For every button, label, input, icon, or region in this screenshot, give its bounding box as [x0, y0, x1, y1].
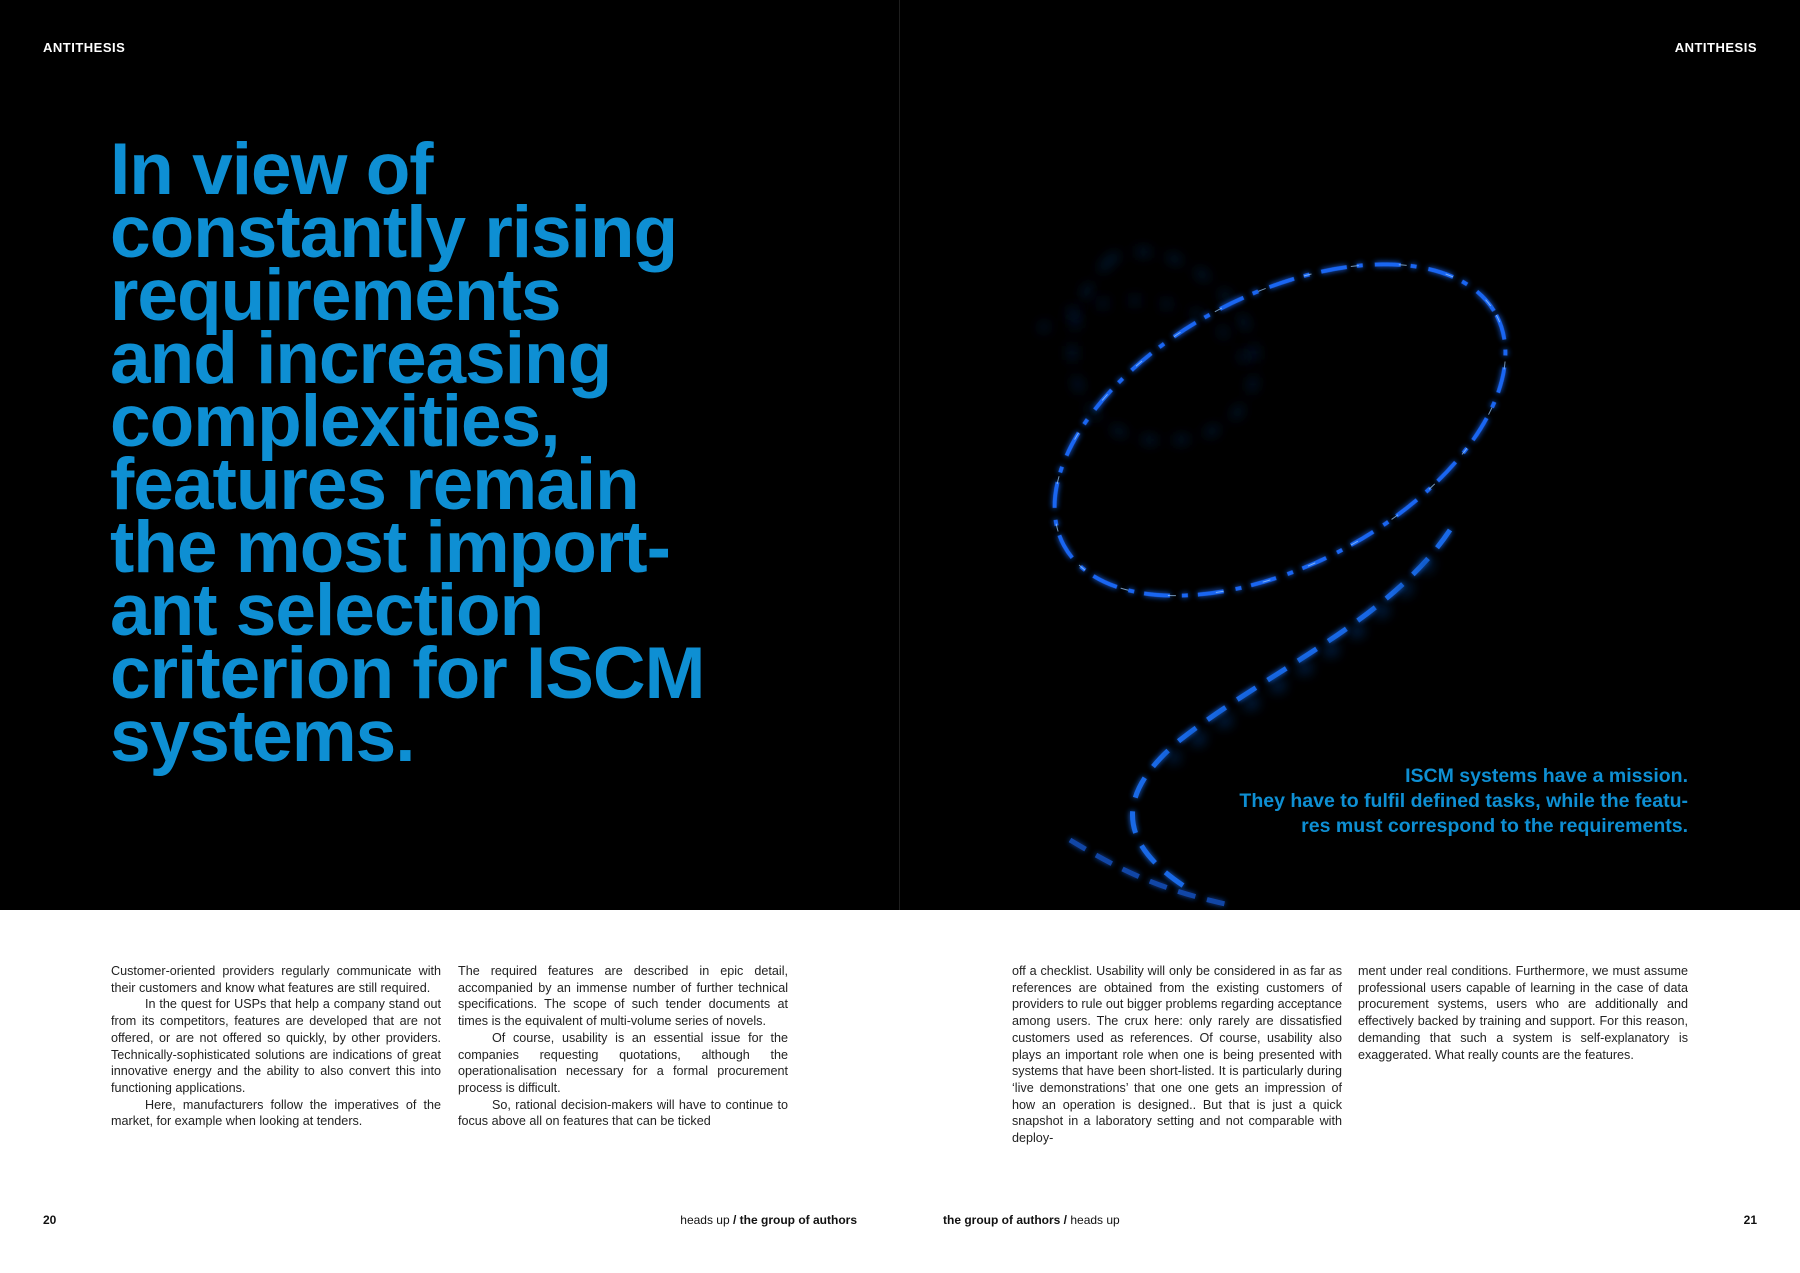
headline-line: features remain — [110, 444, 639, 525]
body-column-4 — [1358, 963, 1688, 1063]
body-column-3 — [1012, 963, 1342, 1147]
page-spine-divider — [899, 0, 900, 910]
page-number-right: 21 — [1743, 1213, 1757, 1227]
paragraph: Here, manufacturers follow the imperatives of the market, for example when looking at tenders. — [111, 1097, 441, 1129]
footer-left — [680, 1213, 857, 1227]
paragraph: The required features are described in epic detail, accompanied by an immense number of further technical specifications. The scope of such tender documents at times is the equivalent of multi-volume series of novels. — [458, 964, 788, 1029]
body-column-1 — [111, 963, 441, 1130]
headline-line: and increasing — [110, 318, 612, 399]
section-label-right: ANTITHESIS — [1674, 40, 1757, 55]
headline-line: constantly rising — [110, 192, 678, 273]
headline — [110, 129, 800, 777]
headline-line: criterion for ISCM — [110, 633, 705, 714]
photo-caption — [1088, 764, 1688, 839]
paragraph: off a checklist. Usability will only be considered in as far as references are obtained from the existing customers of providers to rule out bigger problems regarding acceptance among users. The crux here: only rarely are dissatisfied customers used as references. Of course, usability also plays an important role when one is being presented with systems that have been short-listed. It is particularly during ‘live demonstrations’ that one one gets an impression of how an operation is designed.. But that is just a quick snapshot in a laboratory setting and not comparable with deploy- — [1012, 964, 1342, 1146]
paragraph: ment under real conditions. Furthermore, we must assume professional users capable of learning in the case of data procurement systems, users who are additionally and effectively backed by training and support. For this reason, demanding that such a system is self-explanatory is exaggerated. What really counts are the features. — [1358, 964, 1688, 1062]
paragraph: Customer-oriented providers regularly communicate with their customers and know what features are still required. — [111, 964, 441, 995]
headline-line: In view of — [110, 129, 433, 210]
headline-line: complexities, — [110, 381, 560, 462]
footer-magazine: heads up — [1070, 1213, 1120, 1227]
paragraph: Of course, usability is an essential issue for the companies requesting quotations, although the operationalisation necessary for a formal procurement process is difficult. — [458, 1030, 788, 1095]
caption-line: res must correspond to the requirements. — [1301, 815, 1688, 837]
footer-authors: / the group of authors — [733, 1213, 857, 1227]
paragraph: In the quest for USPs that help a company stand out from its competitors, features are developed that are not offered, or are not offered so quickly, by other providers. Technically-sophisticated solutions are indications of great innovative energy and the ability to also convert this into functioning applications. — [111, 997, 441, 1095]
caption-line: They have to fulfil defined tasks, while the featu- — [1239, 790, 1688, 812]
headline-line: the most import- — [110, 507, 670, 588]
headline-line: systems. — [110, 696, 415, 777]
footer-right — [943, 1213, 1120, 1227]
caption-line: ISCM systems have a mission. — [1405, 765, 1688, 787]
headline-line: requirements — [110, 255, 561, 336]
footer-authors: the group of authors / — [943, 1213, 1067, 1227]
paragraph: So, rational decision-makers will have to continue to focus above all on features that can be ticked — [458, 1097, 788, 1129]
body-column-2 — [458, 963, 788, 1130]
headline-line: ant selection — [110, 570, 544, 651]
section-label-left: ANTITHESIS — [43, 40, 126, 55]
page-number-left: 20 — [43, 1213, 57, 1227]
footer-magazine: heads up — [680, 1213, 730, 1227]
